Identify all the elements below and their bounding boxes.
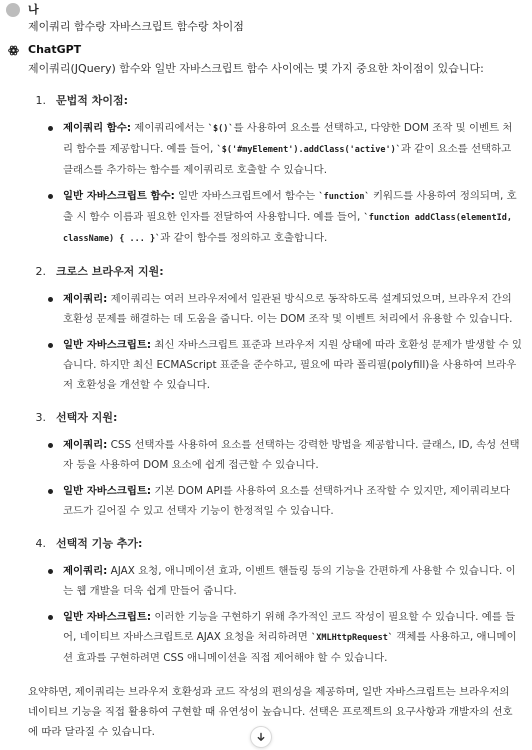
bullet-dot-icon [48, 297, 53, 302]
assistant-header [6, 42, 526, 58]
bullet-label: 제이쿼리 함수: [63, 122, 131, 134]
section-item [28, 92, 522, 249]
user-author-row [6, 2, 526, 18]
section-number: 2. [35, 265, 46, 278]
section-item [28, 535, 522, 668]
bullet-text-segment: 기본 DOM API를 사용하여 요소를 선택하거나 조작할 수 있지만, 제이쿼리보다 코드가 길어질 수 있고 선택자 기능이 한정적일 수 있습니다. [63, 485, 511, 517]
section-heading [28, 409, 522, 427]
bullet-text [63, 186, 522, 249]
bullet-text [63, 561, 522, 601]
bullet-list [28, 561, 522, 668]
bullet-text [63, 335, 522, 395]
bullet-text-segment: 를 사용하여 요소를 선택하고, 다양한 DOM 조작 및 이벤트 처리 함수를 제공합니다. 예를 들어, [63, 122, 513, 155]
bullet-text-segment: 과 같이 요소를 선택하고 클래스를 추가하는 함수를 제이쿼리로 호출할 수 있습니다. [63, 143, 512, 176]
bullet-label: 제이쿼리: [63, 439, 108, 451]
inline-code: `$()` [207, 124, 234, 134]
assistant-author-row [6, 42, 526, 58]
bullet-dot-icon [48, 343, 53, 348]
bullet-list [28, 289, 522, 395]
user-message [6, 2, 526, 36]
inline-code: `XMLHttpRequest` [311, 633, 393, 643]
user-name: 나 [28, 3, 39, 16]
bullet-text-segment: CSS 선택자를 사용하여 요소를 선택하는 강력한 방법을 제공합니다. 클래스, ID, 속성 선택자 등을 사용하여 DOM 요소에 쉽게 접근할 수 있습니다. [63, 439, 520, 471]
difference-sections [28, 92, 522, 668]
bullet-dot-icon [48, 615, 53, 620]
bullet-point [28, 481, 522, 521]
bullet-text [63, 118, 522, 180]
assistant-summary: 요약하면, 제이쿼리는 브라우저 호환성과 코드 작성의 편의성을 제공하며, 일반 자바스크립트는 브라우저의 네이티브 기능을 직접 활용하여 구현할 때 유연성이 높습니다. 선택은 프로젝트의 요구사항과 개발자의 선호에 따라 달라질 수 있습니다. [28, 686, 513, 738]
bullet-dot-icon [48, 569, 53, 574]
bullet-text [63, 481, 522, 521]
scroll-to-bottom-button[interactable] [250, 726, 272, 748]
section-number: 4. [35, 537, 46, 550]
bullet-text-segment: 제이쿼리는 여러 브라우저에서 일관된 방식으로 동작하도록 설계되었으며, 브라우저 간의 호환성 문제를 해결하는 데 도움을 줍니다. 이는 DOM 조작 및 이벤트 처리에서 유용할 수 있습니다. [63, 293, 513, 325]
section-heading [28, 92, 522, 110]
section-title: 크로스 브라우저 지원: [56, 265, 164, 278]
inline-code: `function` [318, 192, 370, 202]
assistant-intro: 제이쿼리(JQuery) 함수와 일반 자바스크립트 함수 사이에는 몇 가지 중요한 차이점이 있습니다: [28, 62, 484, 75]
bullet-text [63, 607, 522, 668]
section-heading [28, 263, 522, 281]
bullet-point [28, 289, 522, 329]
assistant-message-body [28, 60, 522, 742]
section-item [28, 263, 522, 395]
bullet-label: 일반 자바스크립트: [63, 485, 152, 497]
assistant-name: ChatGPT [28, 43, 82, 56]
bullet-label: 제이쿼리: [63, 293, 108, 305]
bullet-dot-icon [48, 126, 53, 131]
bullet-dot-icon [48, 443, 53, 448]
inline-code: `function addClass(elementId, className) { ... }` [63, 213, 513, 244]
bullet-text [63, 435, 522, 475]
arrow-down-icon [256, 732, 266, 742]
bullet-point [28, 186, 522, 249]
section-title: 선택자 지원: [56, 411, 118, 424]
bullet-point [28, 607, 522, 668]
bullet-text-segment: 최신 자바스크립트 표준과 브라우저 지원 상태에 따라 호환성 문제가 발생할 수 있습니다. 하지만 최신 ECMAScript 표준을 준수하고, 필요에 따라 폴리필(polyfill)을 사용하여 브라우저 호환성을 개선할 수 있습니다. [63, 339, 522, 391]
section-number: 1. [35, 94, 46, 107]
bullet-label: 제이쿼리: [63, 565, 108, 577]
bullet-text-segment: AJAX 요청, 애니메이션 효과, 이벤트 핸들링 등의 기능을 간편하게 사용할 수 있습니다. 이는 웹 개발을 더욱 쉽게 만들어 줍니다. [63, 565, 516, 597]
bullet-text-segment: 제이쿼리에서는 [131, 122, 208, 134]
section-heading [28, 535, 522, 553]
bullet-text [63, 289, 522, 329]
section-item [28, 409, 522, 521]
bullet-point [28, 118, 522, 180]
bullet-list [28, 435, 522, 521]
bullet-text-segment: 과 같이 함수를 정의하고 호출합니다. [160, 232, 328, 244]
inline-code: `$('#myElement').addClass('active')` [216, 145, 401, 155]
section-title: 선택적 기능 추가: [56, 537, 143, 550]
bullet-label: 일반 자바스크립트 함수: [63, 190, 175, 202]
bullet-text-segment: 일반 자바스크립트에서 함수는 [174, 190, 319, 202]
bullet-point [28, 435, 522, 475]
bullet-label: 일반 자바스크립트: [63, 611, 152, 623]
bullet-text-segment: 객체를 사용하고, 애니메이션 효과를 구현하려면 CSS 애니메이션을 직접 제어해야 할 수 있습니다. [63, 631, 517, 664]
section-number: 3. [35, 411, 46, 424]
bullet-text-segment: 키워드를 사용하여 정의되며, 호출 시 함수 이름과 필요한 인자를 전달하여 사용합니다. 예를 들어, [63, 190, 517, 223]
user-message-text: 제이쿼리 함수랑 자바스크립트 함수랑 차이점 [28, 20, 244, 33]
bullet-list [28, 118, 522, 249]
user-avatar [6, 3, 20, 17]
bullet-point [28, 335, 522, 395]
section-title: 문법적 차이점: [56, 94, 128, 107]
bullet-dot-icon [48, 489, 53, 494]
bullet-dot-icon [48, 194, 53, 199]
bullet-text-segment: 이러한 기능을 구현하기 위해 추가적인 코드 작성이 필요할 수 있습니다. 예를 들어, 네이티브 자바스크립트로 AJAX 요청을 처리하려면 [63, 611, 516, 643]
openai-logo-icon [6, 43, 20, 57]
bullet-point [28, 561, 522, 601]
bullet-label: 일반 자바스크립트: [63, 339, 152, 351]
